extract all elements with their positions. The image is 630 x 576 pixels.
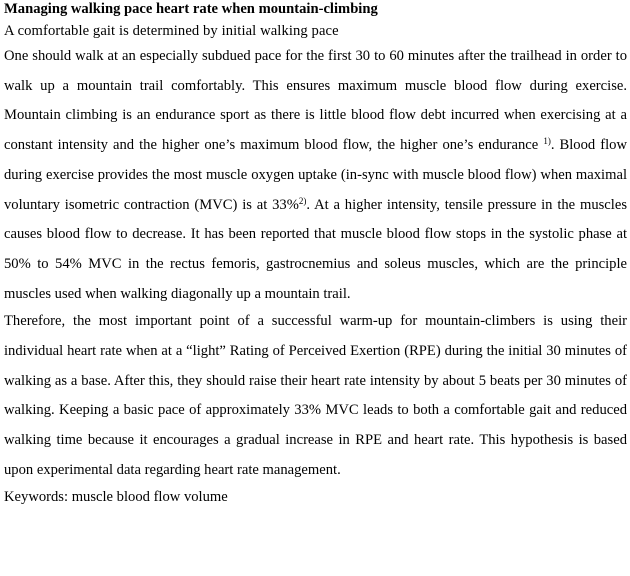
paragraph-1 [4, 42, 627, 309]
paragraph-1-part-3: . At a higher intensity, tensile pressure in the muscles causes blood flow to decrease. It has been reported that muscle blood flow stops in the systolic phase at 50% to 54% MVC in the rectus femoris, gastrocnemius and soleus muscles, which are the principle muscles used when walking diagonally up a mountain trail. [4, 196, 627, 302]
paragraph-1-part-2: . Blood flow during exercise provides the most muscle oxygen uptake (in-sync with muscle blood flow) when maximal voluntary isometric contraction (MVC) is at 33% [4, 137, 627, 213]
reference-2: 2) [298, 195, 307, 206]
paragraph-2: Therefore, the most important point of a successful warm-up for mountain-climbers is using their individual heart rate when at a “light” Rating of Perceived Exertion (RPE) during the initial 30 minutes of walking as a base. After this, they should raise their heart rate intensity by about 5 beats per 30 minutes of walking. Keeping a basic pace of approximately 33% MVC leads to both a comfortable gait and reduced walking time because it encourages a gradual increase in RPE and heart rate. This hypothesis is based upon experimental data regarding heart rate management. [4, 313, 627, 478]
keywords-line: Keywords: muscle blood flow volume [4, 488, 228, 505]
reference-1: 1) [543, 136, 551, 147]
paragraph-1-part-1: One should walk at an especially subdued pace for the first 30 to 60 minutes after the trailhead in order to walk up a mountain trail comfortably. This ensures maximum muscle blood flow during exercise. Mountain climbing is an endurance sport as there is little blood flow debt incurred when exercising at a constant intensity and the higher one’s maximum blood flow, the higher one’s endurance [4, 48, 627, 154]
document-subtitle: A comfortable gait is determined by initial walking pace [4, 23, 339, 39]
document-title: Managing walking pace heart rate when mountain-climbing [4, 1, 378, 17]
